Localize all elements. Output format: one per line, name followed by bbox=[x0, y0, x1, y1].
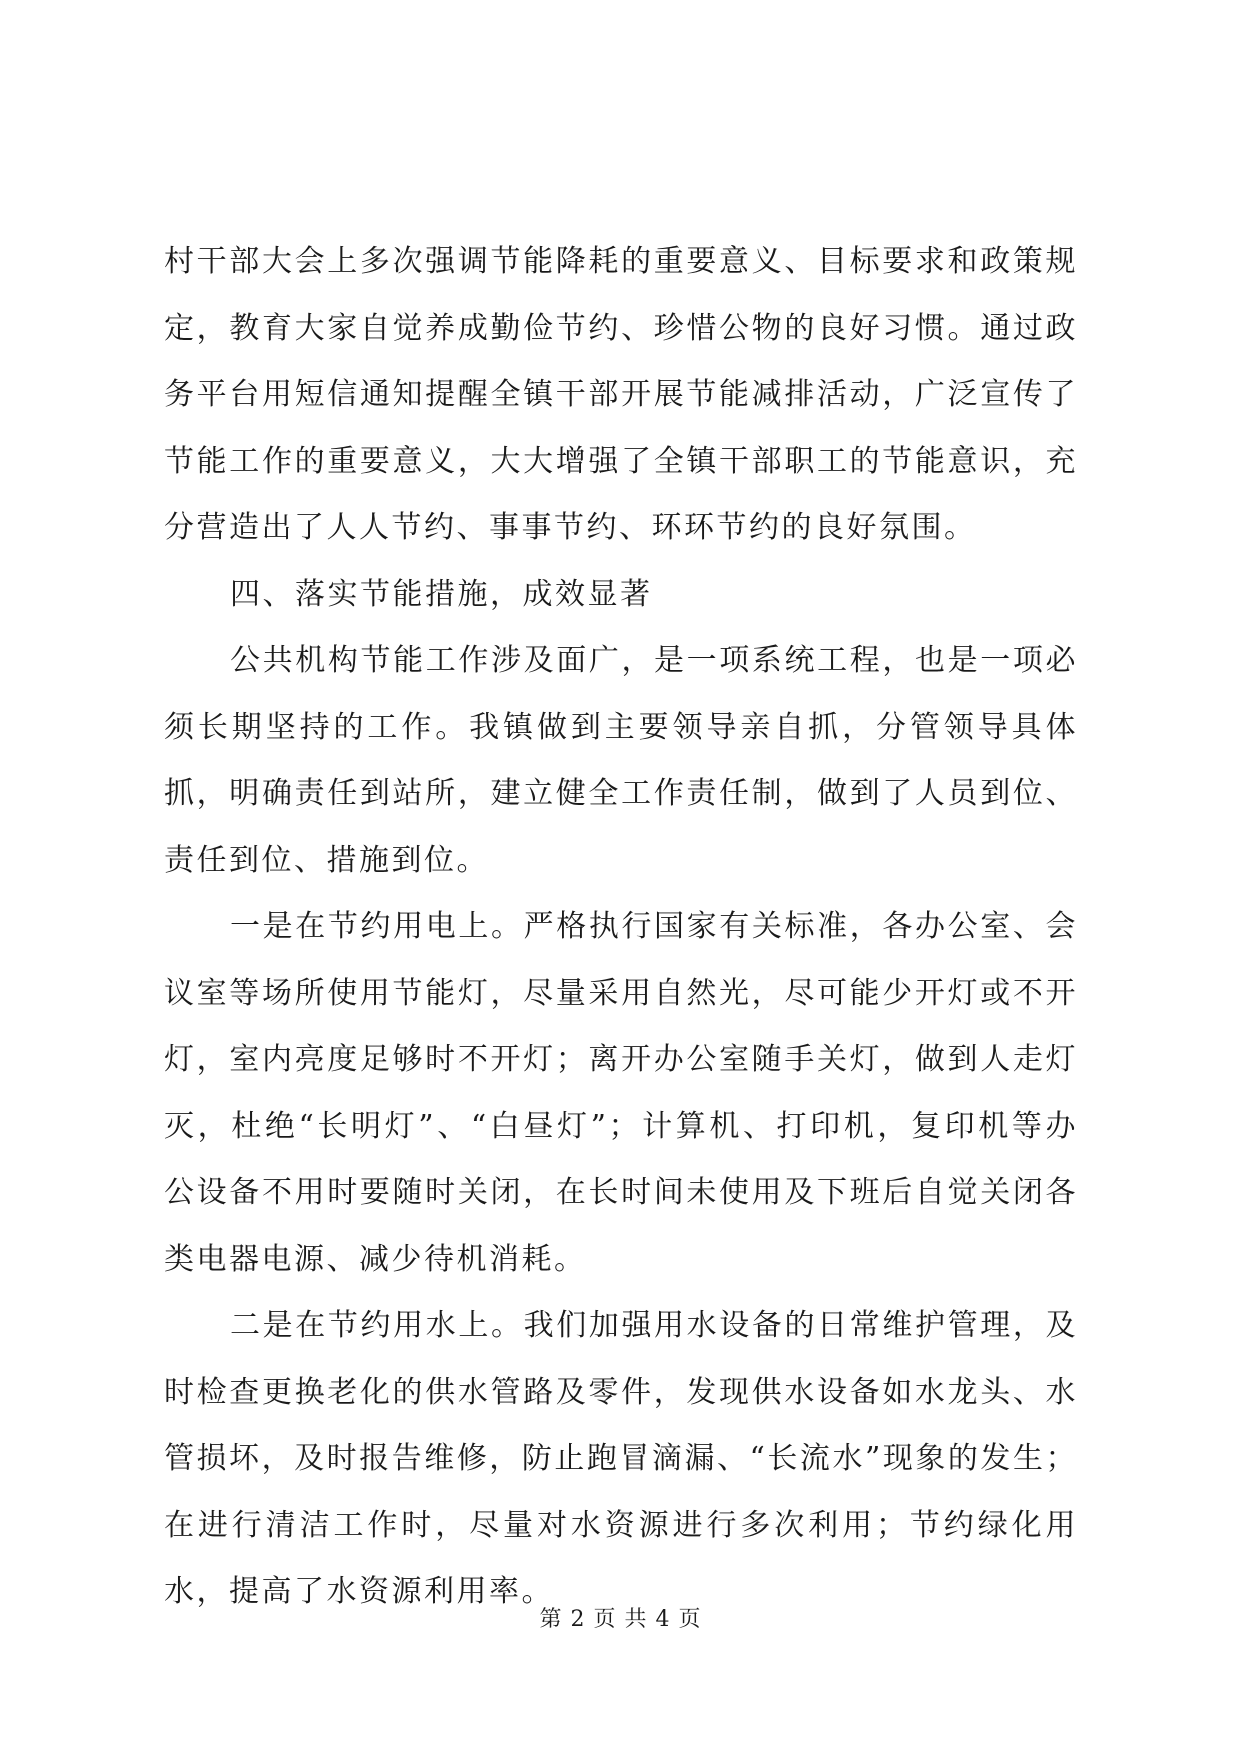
paragraph: 一是在节约用电上。严格执行国家有关标准，各办公室、会议室等场所使用节能灯，尽量采用自然光，尽可能少开灯或不开灯，室内亮度足够时不开灯；离开办公室随手关灯，做到人走灯灭，杜绝“长明灯”、“白昼灯”；计算机、打印机，复印机等办公设备不用时要随时关闭，在长时间未使用及下班后自觉关闭各类电器电源、减少待机消耗。 bbox=[164, 909, 1078, 1277]
paragraph: 二是在节约用水上。我们加强用水设备的日常维护管理，及时检查更换老化的供水管路及零件，发现供水设备如水龙头、水管损坏，及时报告维修，防止跑冒滴漏、“长流水”现象的发生；在进行清洁工作时，尽量对水资源进行多次利用；节约绿化用水，提高了水资源利用率。 bbox=[164, 1308, 1078, 1609]
page-number-footer: 第 2 页 共 4 页 bbox=[539, 1607, 702, 1632]
paragraph-continuation: 村干部大会上多次强调节能降耗的重要意义、目标要求和政策规定，教育大家自觉养成勤俭节约、珍惜公物的良好习惯。通过政务平台用短信通知提醒全镇干部开展节能减排活动，广泛宣传了节能工作的重要意义，大大增强了全镇干部职工的节能意识，充分营造出了人人节约、事事节约、环环节约的良好氛围。 bbox=[164, 244, 1078, 545]
section-heading: 四、落实节能措施，成效显著 bbox=[230, 576, 653, 612]
document-body bbox=[164, 229, 1078, 1626]
paragraph: 公共机构节能工作涉及面广，是一项系统工程，也是一项必须长期坚持的工作。我镇做到主要领导亲自抓，分管领导具体抓，明确责任到站所，建立健全工作责任制，做到了人员到位、责任到位、措施到位。 bbox=[164, 643, 1078, 878]
